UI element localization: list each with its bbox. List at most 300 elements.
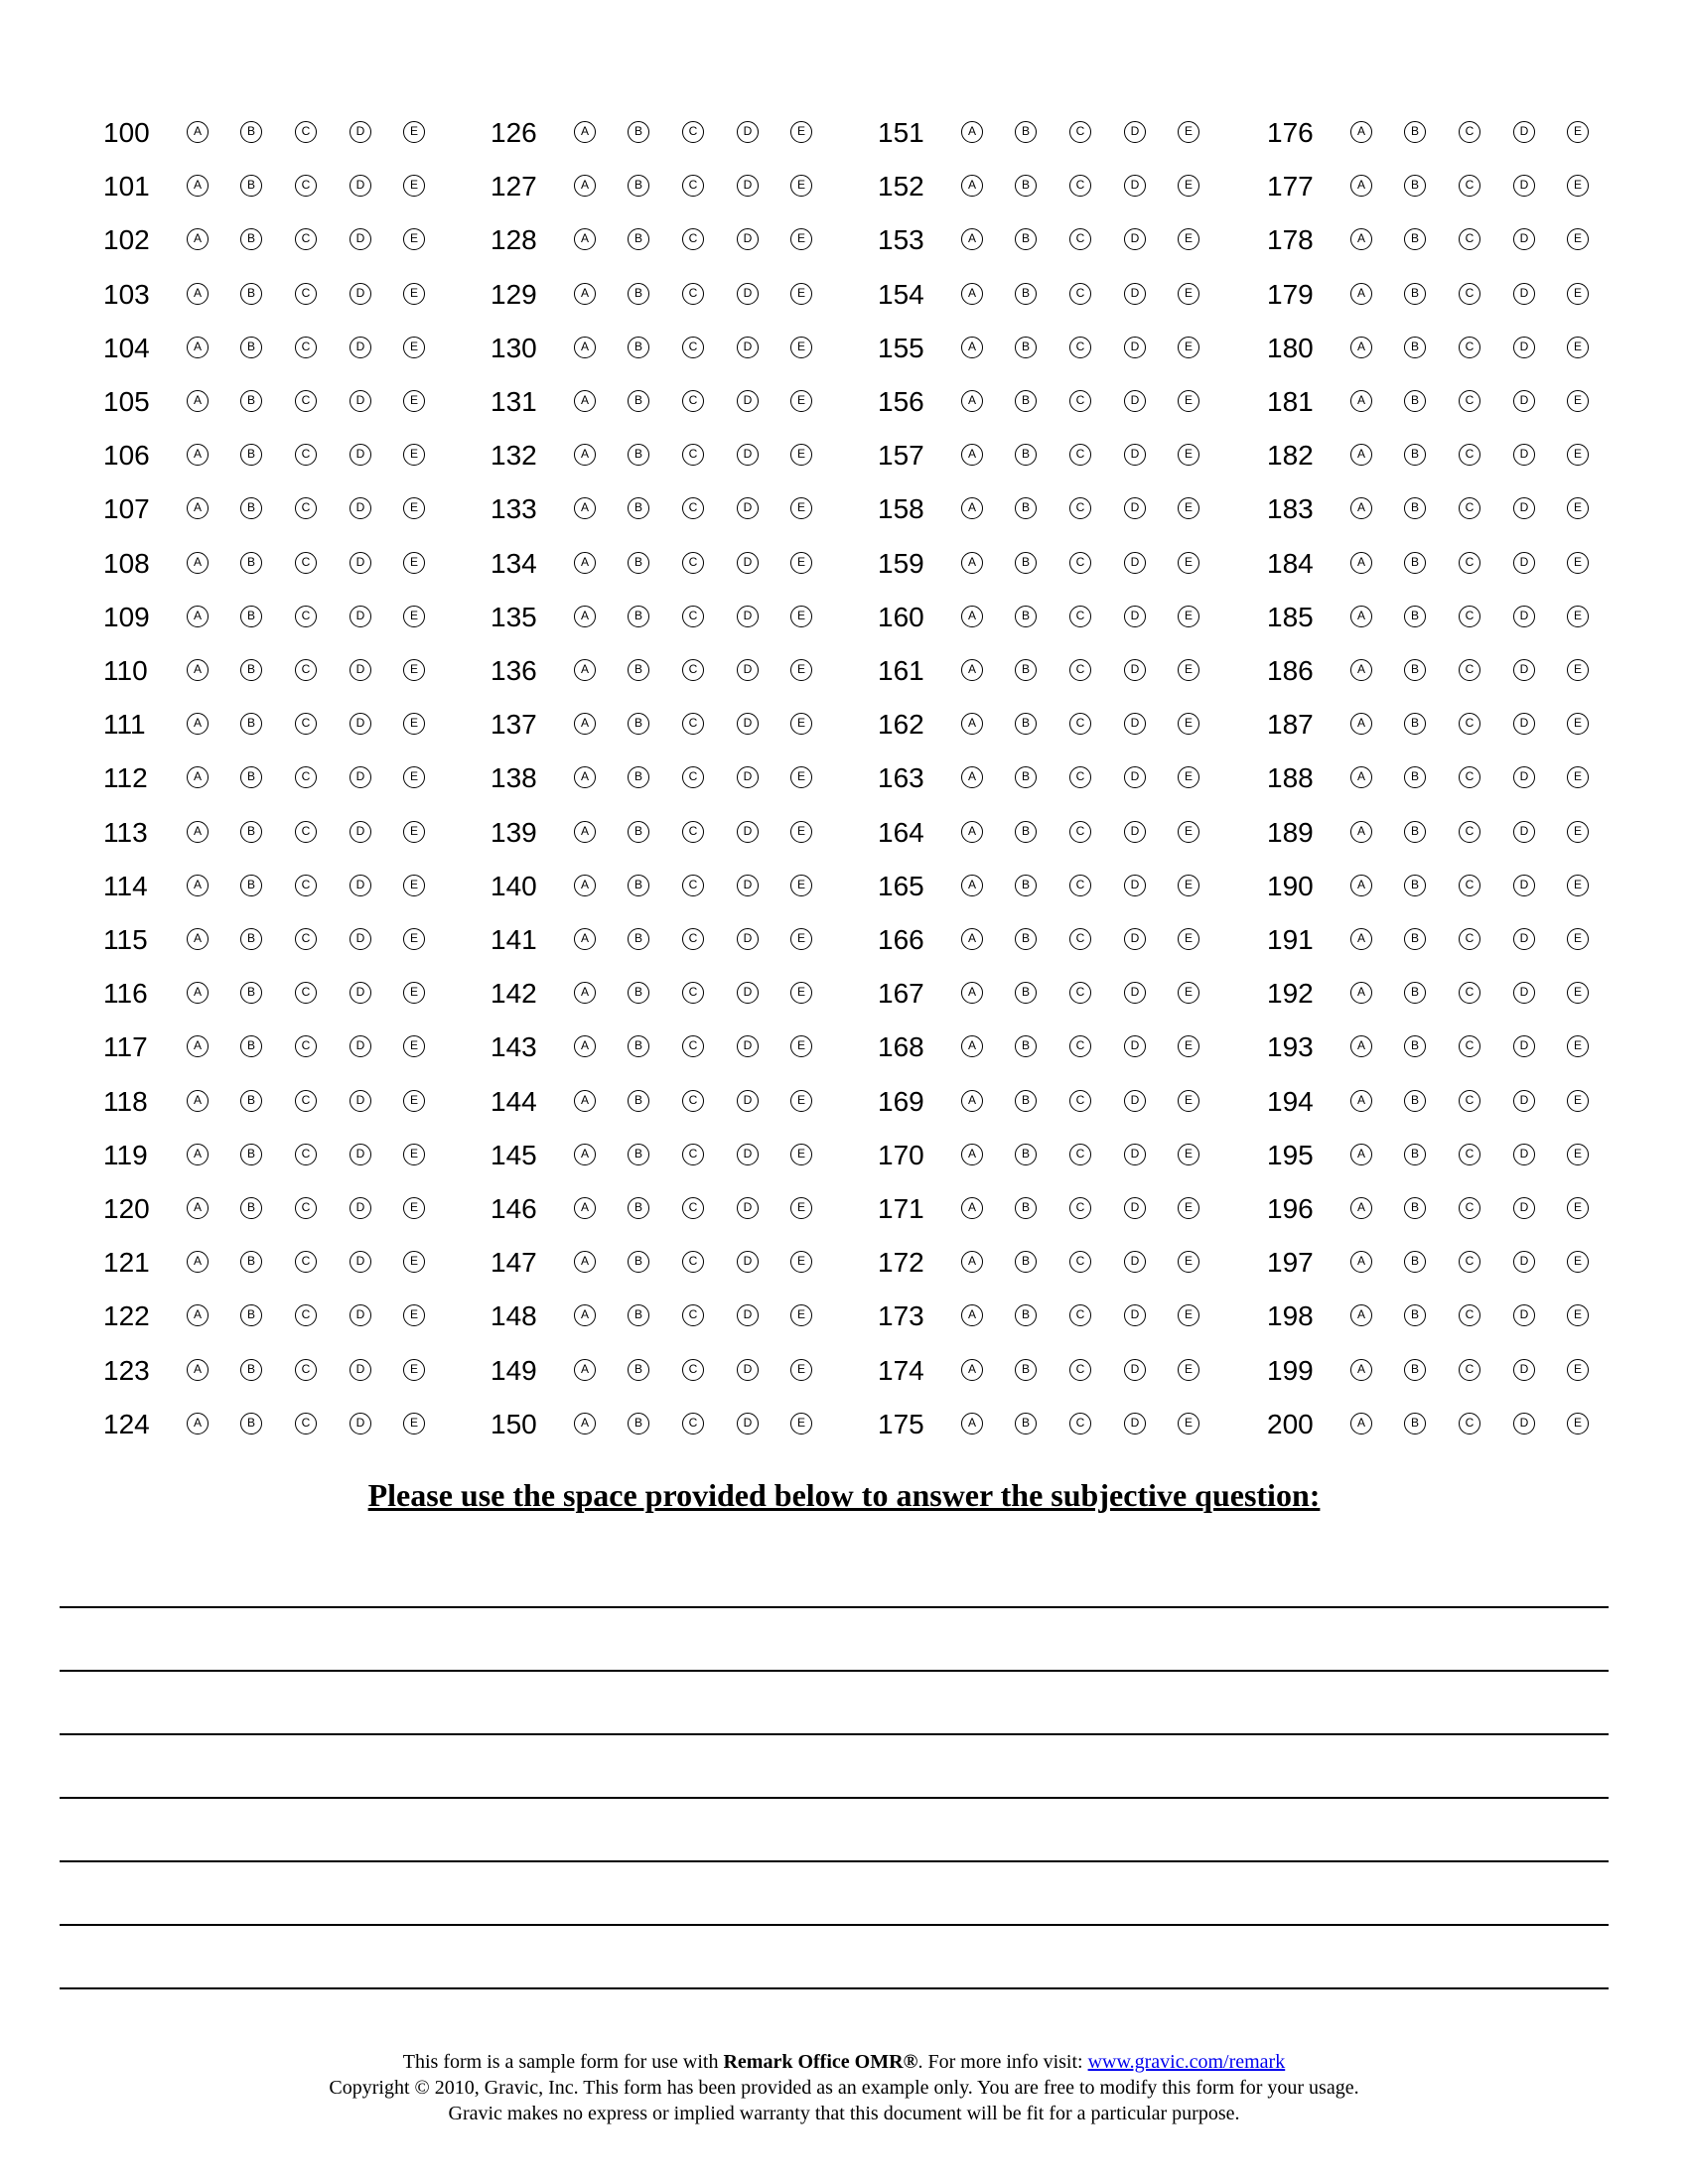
answer-bubble-b[interactable]: B: [240, 390, 262, 412]
answer-bubble-a[interactable]: A: [1350, 497, 1372, 519]
answer-bubble-a[interactable]: A: [1350, 1090, 1372, 1112]
answer-bubble-d[interactable]: D: [350, 1359, 371, 1381]
answer-bubble-c[interactable]: C: [295, 444, 317, 466]
answer-bubble-d[interactable]: D: [737, 713, 759, 735]
answer-bubble-d[interactable]: D: [1124, 606, 1146, 627]
answer-bubble-e[interactable]: E: [403, 821, 425, 843]
answer-bubble-c[interactable]: C: [682, 928, 704, 950]
answer-bubble-b[interactable]: B: [240, 982, 262, 1004]
answer-bubble-d[interactable]: D: [1513, 928, 1535, 950]
answer-bubble-c[interactable]: C: [295, 1090, 317, 1112]
answer-bubble-a[interactable]: A: [1350, 121, 1372, 143]
answer-bubble-e[interactable]: E: [403, 659, 425, 681]
answer-bubble-d[interactable]: D: [737, 1144, 759, 1165]
answer-bubble-e[interactable]: E: [1567, 552, 1589, 574]
answer-bubble-e[interactable]: E: [1178, 552, 1199, 574]
answer-bubble-d[interactable]: D: [1124, 875, 1146, 896]
answer-bubble-b[interactable]: B: [1404, 337, 1426, 358]
answer-bubble-c[interactable]: C: [295, 228, 317, 250]
answer-bubble-d[interactable]: D: [1513, 766, 1535, 788]
answer-bubble-b[interactable]: B: [1015, 1144, 1037, 1165]
answer-bubble-a[interactable]: A: [1350, 766, 1372, 788]
answer-bubble-b[interactable]: B: [628, 1359, 649, 1381]
answer-bubble-a[interactable]: A: [961, 1251, 983, 1273]
answer-bubble-d[interactable]: D: [1124, 659, 1146, 681]
answer-bubble-a[interactable]: A: [961, 606, 983, 627]
answer-bubble-b[interactable]: B: [1015, 444, 1037, 466]
answer-bubble-d[interactable]: D: [1124, 228, 1146, 250]
answer-bubble-b[interactable]: B: [1404, 713, 1426, 735]
answer-bubble-a[interactable]: A: [1350, 1413, 1372, 1434]
answer-bubble-c[interactable]: C: [682, 713, 704, 735]
answer-bubble-e[interactable]: E: [790, 928, 812, 950]
answer-bubble-a[interactable]: A: [187, 1144, 209, 1165]
answer-bubble-e[interactable]: E: [790, 175, 812, 197]
answer-bubble-a[interactable]: A: [574, 875, 596, 896]
answer-bubble-a[interactable]: A: [574, 1251, 596, 1273]
answer-bubble-b[interactable]: B: [1404, 1413, 1426, 1434]
answer-bubble-c[interactable]: C: [682, 1197, 704, 1219]
answer-bubble-c[interactable]: C: [295, 121, 317, 143]
answer-bubble-a[interactable]: A: [187, 606, 209, 627]
answer-bubble-e[interactable]: E: [1178, 121, 1199, 143]
answer-bubble-d[interactable]: D: [1513, 444, 1535, 466]
answer-bubble-c[interactable]: C: [1069, 1197, 1091, 1219]
answer-bubble-a[interactable]: A: [961, 390, 983, 412]
answer-bubble-d[interactable]: D: [350, 928, 371, 950]
answer-bubble-e[interactable]: E: [1178, 713, 1199, 735]
answer-bubble-d[interactable]: D: [1513, 552, 1535, 574]
answer-bubble-a[interactable]: A: [961, 337, 983, 358]
answer-bubble-e[interactable]: E: [790, 1359, 812, 1381]
answer-bubble-a[interactable]: A: [187, 1251, 209, 1273]
answer-bubble-b[interactable]: B: [240, 283, 262, 305]
answer-bubble-d[interactable]: D: [350, 766, 371, 788]
answer-bubble-d[interactable]: D: [1124, 283, 1146, 305]
answer-bubble-c[interactable]: C: [1069, 175, 1091, 197]
answer-bubble-d[interactable]: D: [1124, 713, 1146, 735]
answer-bubble-c[interactable]: C: [1069, 390, 1091, 412]
answer-bubble-b[interactable]: B: [1015, 337, 1037, 358]
answer-bubble-b[interactable]: B: [628, 821, 649, 843]
answer-bubble-a[interactable]: A: [574, 1090, 596, 1112]
answer-bubble-c[interactable]: C: [295, 821, 317, 843]
answer-bubble-c[interactable]: C: [295, 283, 317, 305]
answer-bubble-c[interactable]: C: [1459, 1035, 1480, 1057]
answer-bubble-a[interactable]: A: [961, 1144, 983, 1165]
answer-bubble-b[interactable]: B: [628, 228, 649, 250]
answer-bubble-c[interactable]: C: [682, 1090, 704, 1112]
answer-bubble-d[interactable]: D: [1124, 1144, 1146, 1165]
answer-bubble-e[interactable]: E: [1178, 821, 1199, 843]
answer-bubble-e[interactable]: E: [403, 875, 425, 896]
answer-bubble-a[interactable]: A: [187, 1304, 209, 1326]
answer-bubble-c[interactable]: C: [295, 982, 317, 1004]
answer-bubble-b[interactable]: B: [240, 497, 262, 519]
answer-bubble-a[interactable]: A: [574, 444, 596, 466]
answer-bubble-e[interactable]: E: [1567, 1035, 1589, 1057]
answer-bubble-e[interactable]: E: [403, 390, 425, 412]
answer-bubble-c[interactable]: C: [1069, 1251, 1091, 1273]
answer-bubble-a[interactable]: A: [1350, 1359, 1372, 1381]
answer-bubble-e[interactable]: E: [790, 1197, 812, 1219]
answer-bubble-a[interactable]: A: [1350, 1304, 1372, 1326]
answer-bubble-e[interactable]: E: [403, 982, 425, 1004]
answer-bubble-d[interactable]: D: [737, 982, 759, 1004]
answer-bubble-b[interactable]: B: [628, 1035, 649, 1057]
answer-bubble-e[interactable]: E: [1178, 283, 1199, 305]
answer-bubble-d[interactable]: D: [1513, 1304, 1535, 1326]
answer-bubble-e[interactable]: E: [790, 1251, 812, 1273]
answer-bubble-a[interactable]: A: [187, 390, 209, 412]
answer-bubble-e[interactable]: E: [1178, 928, 1199, 950]
answer-bubble-c[interactable]: C: [682, 228, 704, 250]
answer-bubble-e[interactable]: E: [403, 1035, 425, 1057]
answer-bubble-a[interactable]: A: [574, 1144, 596, 1165]
answer-bubble-a[interactable]: A: [961, 175, 983, 197]
answer-bubble-d[interactable]: D: [737, 1251, 759, 1273]
answer-bubble-c[interactable]: C: [1069, 283, 1091, 305]
answer-bubble-a[interactable]: A: [187, 283, 209, 305]
answer-bubble-c[interactable]: C: [1069, 228, 1091, 250]
answer-bubble-d[interactable]: D: [1513, 1090, 1535, 1112]
answer-bubble-b[interactable]: B: [1015, 1251, 1037, 1273]
answer-bubble-a[interactable]: A: [574, 175, 596, 197]
answer-bubble-e[interactable]: E: [1567, 497, 1589, 519]
answer-bubble-e[interactable]: E: [790, 659, 812, 681]
answer-bubble-a[interactable]: A: [961, 713, 983, 735]
answer-bubble-b[interactable]: B: [240, 337, 262, 358]
answer-bubble-d[interactable]: D: [737, 175, 759, 197]
answer-bubble-e[interactable]: E: [1178, 1413, 1199, 1434]
answer-bubble-b[interactable]: B: [240, 1413, 262, 1434]
answer-bubble-a[interactable]: A: [961, 1359, 983, 1381]
answer-bubble-b[interactable]: B: [240, 1090, 262, 1112]
answer-bubble-b[interactable]: B: [1404, 552, 1426, 574]
answer-bubble-b[interactable]: B: [240, 766, 262, 788]
answer-bubble-d[interactable]: D: [1124, 337, 1146, 358]
answer-bubble-d[interactable]: D: [350, 175, 371, 197]
answer-bubble-e[interactable]: E: [790, 1090, 812, 1112]
answer-bubble-b[interactable]: B: [240, 444, 262, 466]
answer-bubble-c[interactable]: C: [682, 606, 704, 627]
answer-bubble-a[interactable]: A: [961, 497, 983, 519]
answer-bubble-d[interactable]: D: [350, 821, 371, 843]
answer-bubble-e[interactable]: E: [1567, 1359, 1589, 1381]
answer-bubble-c[interactable]: C: [1459, 875, 1480, 896]
answer-bubble-c[interactable]: C: [1069, 928, 1091, 950]
answer-bubble-b[interactable]: B: [1015, 659, 1037, 681]
answer-bubble-c[interactable]: C: [1069, 606, 1091, 627]
answer-bubble-e[interactable]: E: [1567, 1090, 1589, 1112]
answer-bubble-c[interactable]: C: [1069, 982, 1091, 1004]
answer-bubble-a[interactable]: A: [187, 497, 209, 519]
answer-bubble-d[interactable]: D: [350, 1035, 371, 1057]
answer-bubble-d[interactable]: D: [1124, 928, 1146, 950]
answer-bubble-c[interactable]: C: [682, 1413, 704, 1434]
answer-bubble-c[interactable]: C: [295, 1197, 317, 1219]
answer-bubble-b[interactable]: B: [628, 875, 649, 896]
answer-bubble-d[interactable]: D: [1513, 1251, 1535, 1273]
answer-bubble-e[interactable]: E: [403, 1251, 425, 1273]
answer-bubble-b[interactable]: B: [628, 283, 649, 305]
answer-bubble-d[interactable]: D: [1124, 1304, 1146, 1326]
answer-bubble-c[interactable]: C: [1459, 1359, 1480, 1381]
answer-bubble-d[interactable]: D: [350, 659, 371, 681]
answer-bubble-b[interactable]: B: [628, 1197, 649, 1219]
answer-bubble-a[interactable]: A: [1350, 552, 1372, 574]
answer-bubble-d[interactable]: D: [1513, 713, 1535, 735]
answer-bubble-d[interactable]: D: [737, 444, 759, 466]
answer-bubble-a[interactable]: A: [574, 1035, 596, 1057]
answer-bubble-e[interactable]: E: [1567, 175, 1589, 197]
answer-bubble-e[interactable]: E: [790, 1304, 812, 1326]
answer-bubble-a[interactable]: A: [961, 928, 983, 950]
answer-bubble-b[interactable]: B: [1015, 982, 1037, 1004]
answer-bubble-d[interactable]: D: [350, 1413, 371, 1434]
answer-bubble-b[interactable]: B: [1015, 1359, 1037, 1381]
answer-bubble-c[interactable]: C: [295, 175, 317, 197]
answer-bubble-e[interactable]: E: [1567, 713, 1589, 735]
answer-bubble-a[interactable]: A: [961, 659, 983, 681]
answer-bubble-d[interactable]: D: [350, 1304, 371, 1326]
answer-bubble-a[interactable]: A: [187, 1197, 209, 1219]
answer-bubble-d[interactable]: D: [1513, 606, 1535, 627]
answer-bubble-b[interactable]: B: [1015, 928, 1037, 950]
answer-bubble-c[interactable]: C: [295, 390, 317, 412]
answer-bubble-b[interactable]: B: [1404, 497, 1426, 519]
answer-bubble-a[interactable]: A: [187, 121, 209, 143]
answer-bubble-d[interactable]: D: [350, 283, 371, 305]
answer-bubble-c[interactable]: C: [1459, 552, 1480, 574]
answer-bubble-b[interactable]: B: [1404, 390, 1426, 412]
answer-bubble-a[interactable]: A: [574, 982, 596, 1004]
answer-bubble-d[interactable]: D: [1124, 444, 1146, 466]
answer-bubble-a[interactable]: A: [1350, 228, 1372, 250]
answer-bubble-a[interactable]: A: [1350, 337, 1372, 358]
answer-bubble-d[interactable]: D: [350, 228, 371, 250]
answer-bubble-d[interactable]: D: [1513, 228, 1535, 250]
answer-bubble-a[interactable]: A: [961, 121, 983, 143]
answer-bubble-b[interactable]: B: [1404, 1359, 1426, 1381]
answer-bubble-a[interactable]: A: [574, 1413, 596, 1434]
answer-bubble-e[interactable]: E: [1178, 982, 1199, 1004]
answer-bubble-e[interactable]: E: [1178, 659, 1199, 681]
answer-bubble-d[interactable]: D: [1124, 982, 1146, 1004]
answer-bubble-c[interactable]: C: [1459, 390, 1480, 412]
answer-bubble-d[interactable]: D: [737, 821, 759, 843]
answer-bubble-e[interactable]: E: [403, 1413, 425, 1434]
answer-bubble-c[interactable]: C: [682, 552, 704, 574]
answer-line[interactable]: [60, 1733, 1609, 1735]
answer-bubble-d[interactable]: D: [1124, 497, 1146, 519]
answer-bubble-b[interactable]: B: [628, 766, 649, 788]
answer-bubble-e[interactable]: E: [790, 982, 812, 1004]
answer-line[interactable]: [60, 1924, 1609, 1926]
answer-bubble-a[interactable]: A: [961, 228, 983, 250]
answer-bubble-d[interactable]: D: [1513, 283, 1535, 305]
answer-bubble-b[interactable]: B: [628, 444, 649, 466]
answer-bubble-c[interactable]: C: [1069, 713, 1091, 735]
answer-bubble-b[interactable]: B: [240, 175, 262, 197]
answer-bubble-e[interactable]: E: [790, 283, 812, 305]
answer-bubble-c[interactable]: C: [682, 390, 704, 412]
answer-bubble-e[interactable]: E: [1567, 928, 1589, 950]
answer-bubble-a[interactable]: A: [574, 766, 596, 788]
answer-bubble-e[interactable]: E: [1567, 1197, 1589, 1219]
answer-bubble-c[interactable]: C: [1459, 1197, 1480, 1219]
answer-bubble-b[interactable]: B: [1404, 1304, 1426, 1326]
answer-bubble-c[interactable]: C: [1069, 875, 1091, 896]
answer-bubble-a[interactable]: A: [1350, 713, 1372, 735]
answer-bubble-e[interactable]: E: [790, 228, 812, 250]
answer-bubble-d[interactable]: D: [737, 1035, 759, 1057]
answer-bubble-a[interactable]: A: [574, 928, 596, 950]
answer-bubble-c[interactable]: C: [295, 659, 317, 681]
answer-bubble-e[interactable]: E: [1567, 766, 1589, 788]
answer-bubble-c[interactable]: C: [1459, 444, 1480, 466]
answer-bubble-c[interactable]: C: [1459, 606, 1480, 627]
answer-bubble-c[interactable]: C: [1069, 1413, 1091, 1434]
answer-bubble-e[interactable]: E: [790, 1035, 812, 1057]
answer-bubble-e[interactable]: E: [1178, 1144, 1199, 1165]
answer-bubble-e[interactable]: E: [1567, 875, 1589, 896]
answer-bubble-e[interactable]: E: [1178, 444, 1199, 466]
answer-bubble-c[interactable]: C: [1459, 821, 1480, 843]
answer-bubble-b[interactable]: B: [240, 606, 262, 627]
answer-bubble-e[interactable]: E: [1567, 283, 1589, 305]
answer-bubble-b[interactable]: B: [1015, 606, 1037, 627]
answer-bubble-d[interactable]: D: [350, 1144, 371, 1165]
answer-bubble-a[interactable]: A: [1350, 1251, 1372, 1273]
answer-bubble-e[interactable]: E: [790, 766, 812, 788]
answer-bubble-d[interactable]: D: [1513, 337, 1535, 358]
answer-bubble-e[interactable]: E: [790, 1413, 812, 1434]
answer-bubble-c[interactable]: C: [1459, 228, 1480, 250]
answer-bubble-c[interactable]: C: [1459, 497, 1480, 519]
answer-bubble-e[interactable]: E: [1567, 1413, 1589, 1434]
answer-bubble-b[interactable]: B: [1015, 228, 1037, 250]
answer-bubble-e[interactable]: E: [790, 444, 812, 466]
answer-bubble-b[interactable]: B: [628, 1251, 649, 1273]
answer-bubble-c[interactable]: C: [1459, 659, 1480, 681]
answer-bubble-e[interactable]: E: [403, 228, 425, 250]
answer-bubble-c[interactable]: C: [1069, 121, 1091, 143]
answer-bubble-a[interactable]: A: [574, 1197, 596, 1219]
answer-bubble-b[interactable]: B: [628, 1090, 649, 1112]
answer-bubble-c[interactable]: C: [1069, 1359, 1091, 1381]
answer-bubble-a[interactable]: A: [1350, 444, 1372, 466]
answer-bubble-e[interactable]: E: [1178, 606, 1199, 627]
answer-bubble-c[interactable]: C: [1459, 766, 1480, 788]
answer-bubble-e[interactable]: E: [1178, 175, 1199, 197]
answer-bubble-a[interactable]: A: [961, 444, 983, 466]
answer-bubble-a[interactable]: A: [1350, 928, 1372, 950]
answer-line[interactable]: [60, 1797, 1609, 1799]
answer-bubble-e[interactable]: E: [403, 283, 425, 305]
answer-bubble-a[interactable]: A: [187, 982, 209, 1004]
answer-bubble-a[interactable]: A: [574, 390, 596, 412]
answer-bubble-b[interactable]: B: [1015, 1304, 1037, 1326]
answer-bubble-c[interactable]: C: [1069, 444, 1091, 466]
answer-bubble-a[interactable]: A: [961, 1197, 983, 1219]
answer-bubble-a[interactable]: A: [574, 283, 596, 305]
answer-bubble-c[interactable]: C: [1459, 1090, 1480, 1112]
answer-bubble-c[interactable]: C: [1069, 659, 1091, 681]
answer-bubble-d[interactable]: D: [1513, 497, 1535, 519]
answer-bubble-d[interactable]: D: [1513, 390, 1535, 412]
answer-bubble-c[interactable]: C: [295, 928, 317, 950]
answer-bubble-a[interactable]: A: [1350, 982, 1372, 1004]
answer-bubble-b[interactable]: B: [628, 1413, 649, 1434]
answer-bubble-e[interactable]: E: [403, 1144, 425, 1165]
answer-bubble-a[interactable]: A: [1350, 659, 1372, 681]
answer-bubble-b[interactable]: B: [1015, 1197, 1037, 1219]
answer-bubble-e[interactable]: E: [403, 497, 425, 519]
answer-bubble-e[interactable]: E: [1567, 1144, 1589, 1165]
subjective-answer-area[interactable]: [60, 1606, 1609, 1993]
answer-bubble-b[interactable]: B: [240, 121, 262, 143]
answer-bubble-b[interactable]: B: [1404, 1197, 1426, 1219]
answer-bubble-c[interactable]: C: [295, 1251, 317, 1273]
answer-bubble-d[interactable]: D: [1513, 1197, 1535, 1219]
answer-bubble-e[interactable]: E: [790, 497, 812, 519]
answer-bubble-b[interactable]: B: [1015, 821, 1037, 843]
answer-bubble-a[interactable]: A: [961, 283, 983, 305]
answer-bubble-a[interactable]: A: [961, 766, 983, 788]
answer-bubble-a[interactable]: A: [1350, 283, 1372, 305]
answer-bubble-e[interactable]: E: [403, 121, 425, 143]
answer-bubble-a[interactable]: A: [961, 552, 983, 574]
answer-bubble-e[interactable]: E: [1178, 875, 1199, 896]
answer-bubble-a[interactable]: A: [187, 659, 209, 681]
answer-bubble-e[interactable]: E: [790, 337, 812, 358]
answer-bubble-d[interactable]: D: [350, 497, 371, 519]
answer-bubble-a[interactable]: A: [187, 1413, 209, 1434]
answer-bubble-a[interactable]: A: [961, 1035, 983, 1057]
answer-bubble-e[interactable]: E: [1178, 1304, 1199, 1326]
answer-bubble-a[interactable]: A: [1350, 1035, 1372, 1057]
answer-bubble-c[interactable]: C: [295, 713, 317, 735]
answer-bubble-a[interactable]: A: [187, 1035, 209, 1057]
answer-bubble-b[interactable]: B: [628, 390, 649, 412]
answer-bubble-d[interactable]: D: [737, 659, 759, 681]
answer-bubble-d[interactable]: D: [737, 1197, 759, 1219]
answer-bubble-e[interactable]: E: [403, 175, 425, 197]
answer-bubble-c[interactable]: C: [682, 444, 704, 466]
answer-bubble-e[interactable]: E: [1178, 1035, 1199, 1057]
answer-bubble-a[interactable]: A: [1350, 1197, 1372, 1219]
answer-bubble-e[interactable]: E: [1567, 390, 1589, 412]
answer-bubble-a[interactable]: A: [187, 1090, 209, 1112]
answer-bubble-e[interactable]: E: [790, 875, 812, 896]
answer-bubble-a[interactable]: A: [1350, 390, 1372, 412]
answer-bubble-b[interactable]: B: [1404, 1035, 1426, 1057]
answer-bubble-d[interactable]: D: [737, 283, 759, 305]
answer-bubble-a[interactable]: A: [1350, 875, 1372, 896]
answer-bubble-e[interactable]: E: [403, 606, 425, 627]
answer-bubble-b[interactable]: B: [1015, 1035, 1037, 1057]
answer-bubble-b[interactable]: B: [1404, 875, 1426, 896]
answer-bubble-c[interactable]: C: [295, 497, 317, 519]
answer-bubble-b[interactable]: B: [240, 1144, 262, 1165]
answer-bubble-d[interactable]: D: [1124, 766, 1146, 788]
answer-bubble-d[interactable]: D: [737, 1304, 759, 1326]
answer-bubble-a[interactable]: A: [1350, 175, 1372, 197]
answer-bubble-b[interactable]: B: [628, 982, 649, 1004]
answer-bubble-b[interactable]: B: [1015, 390, 1037, 412]
answer-bubble-a[interactable]: A: [574, 713, 596, 735]
